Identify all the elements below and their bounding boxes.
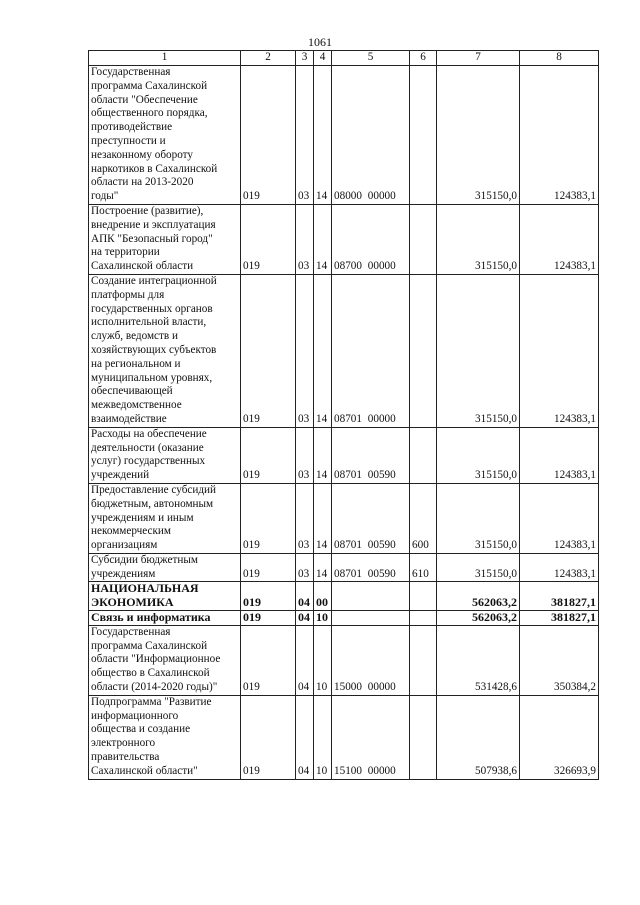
item-name-cell: Построение (развитие), внедрение и эксплуатация АПК "Безопасный город" на территории Сахалинской области bbox=[89, 204, 241, 274]
table-row bbox=[89, 427, 599, 483]
item-name-cell: Создание интеграционной платформы для государственных органов исполнительной власти, служб, ведомств и хозяйствующих субъектов на региональном и муниципальном уровнях, обеспечивающей межведомственное взаимодействие bbox=[89, 274, 241, 427]
target-article-cell: 08700 00000 bbox=[332, 204, 410, 274]
section-code-cell: 03 bbox=[296, 553, 314, 582]
target-article-cell: 08000 00000 bbox=[332, 66, 410, 205]
amount-col8-cell: 326693,9 bbox=[520, 695, 599, 779]
header-cell: 6 bbox=[410, 51, 437, 66]
target-article-cell: 08701 00590 bbox=[332, 553, 410, 582]
item-name-cell: Государственная программа Сахалинской области "Обеспечение общественного порядка, противодействие преступности и незаконному обороту наркотиков в Сахалинской области на 2013-2020 годы" bbox=[89, 66, 241, 205]
target-article-cell: 15100 00000 bbox=[332, 695, 410, 779]
page-number: 1061 bbox=[308, 35, 332, 49]
subsection-code-cell: 10 bbox=[314, 611, 332, 626]
amount-col8-cell: 381827,1 bbox=[520, 611, 599, 626]
table-row bbox=[89, 204, 599, 274]
section-code-cell: 03 bbox=[296, 427, 314, 483]
expense-kind-cell bbox=[410, 204, 437, 274]
section-code-cell: 04 bbox=[296, 695, 314, 779]
subsection-code-cell: 10 bbox=[314, 695, 332, 779]
header-cell: 5 bbox=[332, 51, 410, 66]
table-row bbox=[89, 582, 599, 611]
ministry-code-cell: 019 bbox=[241, 427, 296, 483]
amount-col7-cell: 507938,6 bbox=[437, 695, 520, 779]
header-cell: 2 bbox=[241, 51, 296, 66]
ministry-code-cell: 019 bbox=[241, 553, 296, 582]
target-article-cell: 15000 00000 bbox=[332, 625, 410, 695]
header-cell: 1 bbox=[89, 51, 241, 66]
subsection-code-cell: 00 bbox=[314, 582, 332, 611]
header-cell: 3 bbox=[296, 51, 314, 66]
table-body bbox=[89, 51, 599, 780]
item-name-cell: Подпрограмма "Развитие информационного общества и создание электронного правительства Сахалинской области" bbox=[89, 695, 241, 779]
ministry-code-cell: 019 bbox=[241, 695, 296, 779]
subsection-code-cell: 14 bbox=[314, 274, 332, 427]
amount-col8-cell: 350384,2 bbox=[520, 625, 599, 695]
table-row bbox=[89, 66, 599, 205]
item-name-cell: Связь и информатика bbox=[89, 611, 241, 626]
amount-col8-cell: 124383,1 bbox=[520, 274, 599, 427]
amount-col7-cell: 531428,6 bbox=[437, 625, 520, 695]
ministry-code-cell: 019 bbox=[241, 483, 296, 553]
section-code-cell: 03 bbox=[296, 204, 314, 274]
expense-kind-cell bbox=[410, 66, 437, 205]
budget-table bbox=[88, 50, 599, 780]
target-article-cell: 08701 00000 bbox=[332, 274, 410, 427]
item-name-cell: Предоставление субсидий бюджетным, автономным учреждениям и иным некоммерческим организациям bbox=[89, 483, 241, 553]
header-cell: 4 bbox=[314, 51, 332, 66]
section-code-cell: 04 bbox=[296, 625, 314, 695]
ministry-code-cell: 019 bbox=[241, 204, 296, 274]
item-name-cell: Государственная программа Сахалинской области "Информационное общество в Сахалинской области (2014-2020 годы)" bbox=[89, 625, 241, 695]
table-row bbox=[89, 695, 599, 779]
section-code-cell: 03 bbox=[296, 483, 314, 553]
expense-kind-cell: 610 bbox=[410, 553, 437, 582]
expense-kind-cell bbox=[410, 582, 437, 611]
amount-col7-cell: 315150,0 bbox=[437, 204, 520, 274]
amount-col8-cell: 124383,1 bbox=[520, 66, 599, 205]
item-name-cell: НАЦИОНАЛЬНАЯ ЭКОНОМИКА bbox=[89, 582, 241, 611]
expense-kind-cell bbox=[410, 611, 437, 626]
subsection-code-cell: 14 bbox=[314, 483, 332, 553]
expense-kind-cell bbox=[410, 274, 437, 427]
amount-col7-cell: 315150,0 bbox=[437, 483, 520, 553]
amount-col7-cell: 315150,0 bbox=[437, 427, 520, 483]
section-code-cell: 03 bbox=[296, 66, 314, 205]
subsection-code-cell: 14 bbox=[314, 427, 332, 483]
section-code-cell: 04 bbox=[296, 582, 314, 611]
amount-col7-cell: 562063,2 bbox=[437, 582, 520, 611]
target-article-cell: 08701 00590 bbox=[332, 483, 410, 553]
subsection-code-cell: 10 bbox=[314, 625, 332, 695]
ministry-code-cell: 019 bbox=[241, 66, 296, 205]
section-code-cell: 03 bbox=[296, 274, 314, 427]
ministry-code-cell: 019 bbox=[241, 611, 296, 626]
table-row bbox=[89, 611, 599, 626]
ministry-code-cell: 019 bbox=[241, 274, 296, 427]
header-cell: 7 bbox=[437, 51, 520, 66]
amount-col7-cell: 315150,0 bbox=[437, 553, 520, 582]
expense-kind-cell bbox=[410, 625, 437, 695]
amount-col8-cell: 124383,1 bbox=[520, 553, 599, 582]
amount-col7-cell: 315150,0 bbox=[437, 66, 520, 205]
item-name-cell: Расходы на обеспечение деятельности (оказание услуг) государственных учреждений bbox=[89, 427, 241, 483]
amount-col8-cell: 124383,1 bbox=[520, 204, 599, 274]
target-article-cell: 08701 00590 bbox=[332, 427, 410, 483]
header-cell: 8 bbox=[520, 51, 599, 66]
amount-col7-cell: 315150,0 bbox=[437, 274, 520, 427]
ministry-code-cell: 019 bbox=[241, 625, 296, 695]
table-row bbox=[89, 483, 599, 553]
expense-kind-cell bbox=[410, 695, 437, 779]
amount-col8-cell: 381827,1 bbox=[520, 582, 599, 611]
item-name-cell: Субсидии бюджетным учреждениям bbox=[89, 553, 241, 582]
subsection-code-cell: 14 bbox=[314, 204, 332, 274]
amount-col8-cell: 124383,1 bbox=[520, 483, 599, 553]
ministry-code-cell: 019 bbox=[241, 582, 296, 611]
subsection-code-cell: 14 bbox=[314, 66, 332, 205]
expense-kind-cell: 600 bbox=[410, 483, 437, 553]
amount-col8-cell: 124383,1 bbox=[520, 427, 599, 483]
section-code-cell: 04 bbox=[296, 611, 314, 626]
target-article-cell bbox=[332, 582, 410, 611]
amount-col7-cell: 562063,2 bbox=[437, 611, 520, 626]
table-row bbox=[89, 625, 599, 695]
header-row bbox=[89, 51, 599, 66]
subsection-code-cell: 14 bbox=[314, 553, 332, 582]
target-article-cell bbox=[332, 611, 410, 626]
expense-kind-cell bbox=[410, 427, 437, 483]
table-row bbox=[89, 274, 599, 427]
table-row bbox=[89, 553, 599, 582]
